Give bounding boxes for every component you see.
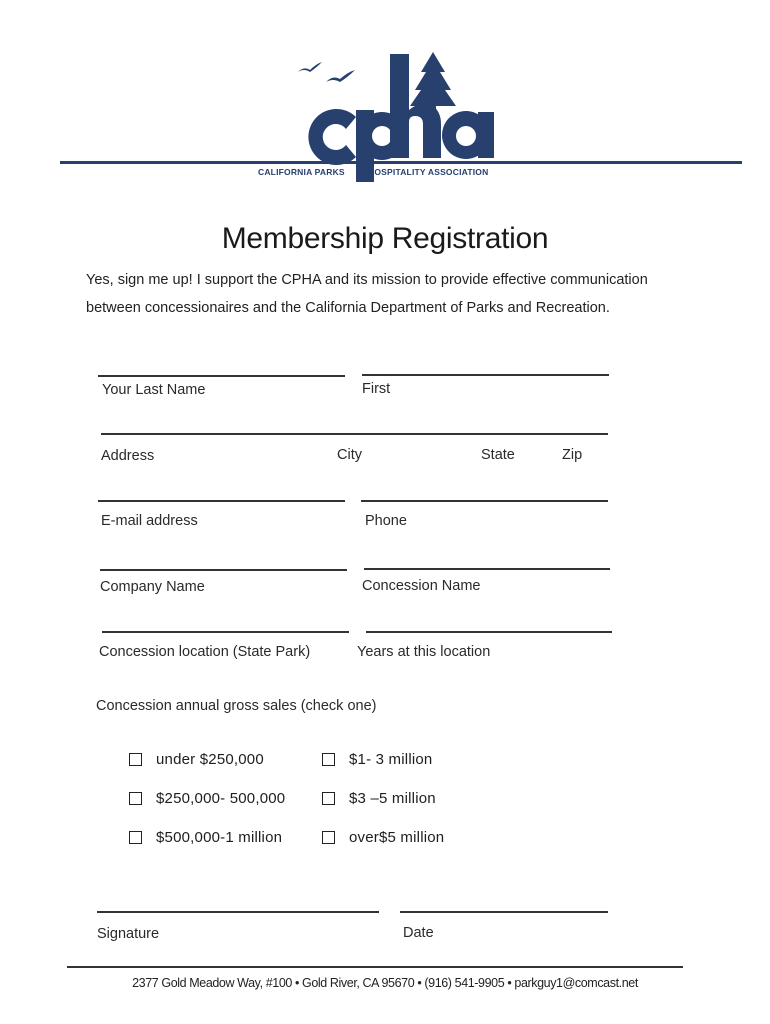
sales-option-label: $250,000- 500,000 <box>156 790 286 807</box>
date-label: Date <box>403 925 434 941</box>
sales-option-label: under $250,000 <box>156 751 264 768</box>
date-line[interactable] <box>400 911 608 913</box>
sales-option-label: $500,000-1 million <box>156 829 283 846</box>
phone-line[interactable] <box>361 500 608 502</box>
checkbox[interactable] <box>322 753 335 766</box>
address-label: Address <box>101 448 155 464</box>
concession-name-label: Concession Name <box>362 578 481 594</box>
logo-caption-left: CALIFORNIA PARKS <box>258 167 345 177</box>
concession-location-label: Concession location (State Park) <box>99 644 311 660</box>
email-line[interactable] <box>98 500 345 502</box>
sales-option[interactable] <box>129 829 282 846</box>
cpha-logo-mark <box>60 50 750 185</box>
footer-rule <box>67 966 683 968</box>
footer-contact: 2377 Gold Meadow Way, #100 • Gold River, CA 95670 • (916) 541-9905 • parkguy1@comcast.net <box>132 976 638 990</box>
last-name-label: Your Last Name <box>102 382 206 398</box>
company-name-label: Company Name <box>100 579 205 595</box>
sales-option[interactable] <box>322 829 444 846</box>
sales-option[interactable] <box>322 751 432 768</box>
bird-icon <box>326 70 355 82</box>
bird-icon <box>298 62 322 72</box>
years-label: Years at this location <box>357 644 491 660</box>
city-label: City <box>337 447 362 463</box>
sales-option[interactable] <box>129 751 264 768</box>
sales-option[interactable] <box>129 790 285 807</box>
checkbox[interactable] <box>322 831 335 844</box>
sales-prompt: Concession annual gross sales (check one) <box>96 698 377 714</box>
checkbox[interactable] <box>322 792 335 805</box>
sales-option[interactable] <box>322 790 436 807</box>
years-line[interactable] <box>366 631 612 633</box>
tree-icon <box>410 52 456 112</box>
concession-location-line[interactable] <box>102 631 349 633</box>
sales-option-label: over$5 million <box>349 829 445 846</box>
sales-option-label: $1- 3 million <box>349 751 433 768</box>
first-name-label: First <box>362 381 391 397</box>
concession-name-line[interactable] <box>364 568 610 570</box>
checkbox[interactable] <box>129 792 142 805</box>
state-label: State <box>481 447 515 463</box>
last-name-line[interactable] <box>98 375 345 377</box>
signature-label: Signature <box>97 926 160 942</box>
cpha-logo <box>60 50 750 185</box>
company-name-line[interactable] <box>100 569 347 571</box>
page-title: Membership Registration <box>221 222 549 255</box>
checkbox[interactable] <box>129 753 142 766</box>
phone-label: Phone <box>365 513 407 529</box>
address-line[interactable] <box>101 433 608 435</box>
sales-option-label: $3 –5 million <box>349 790 436 807</box>
email-label: E-mail address <box>101 513 198 529</box>
intro-text: Yes, sign me up! I support the CPHA and its mission to provide effective communication between concessionaires and the California Department of Parks and Recreation. <box>86 272 648 316</box>
logo-caption-right: HOSPITALITY ASSOCIATION <box>368 167 489 177</box>
first-name-line[interactable] <box>362 374 609 376</box>
signature-line[interactable] <box>97 911 379 913</box>
checkbox[interactable] <box>129 831 142 844</box>
zip-label: Zip <box>562 447 583 463</box>
logo-rule <box>60 161 742 164</box>
